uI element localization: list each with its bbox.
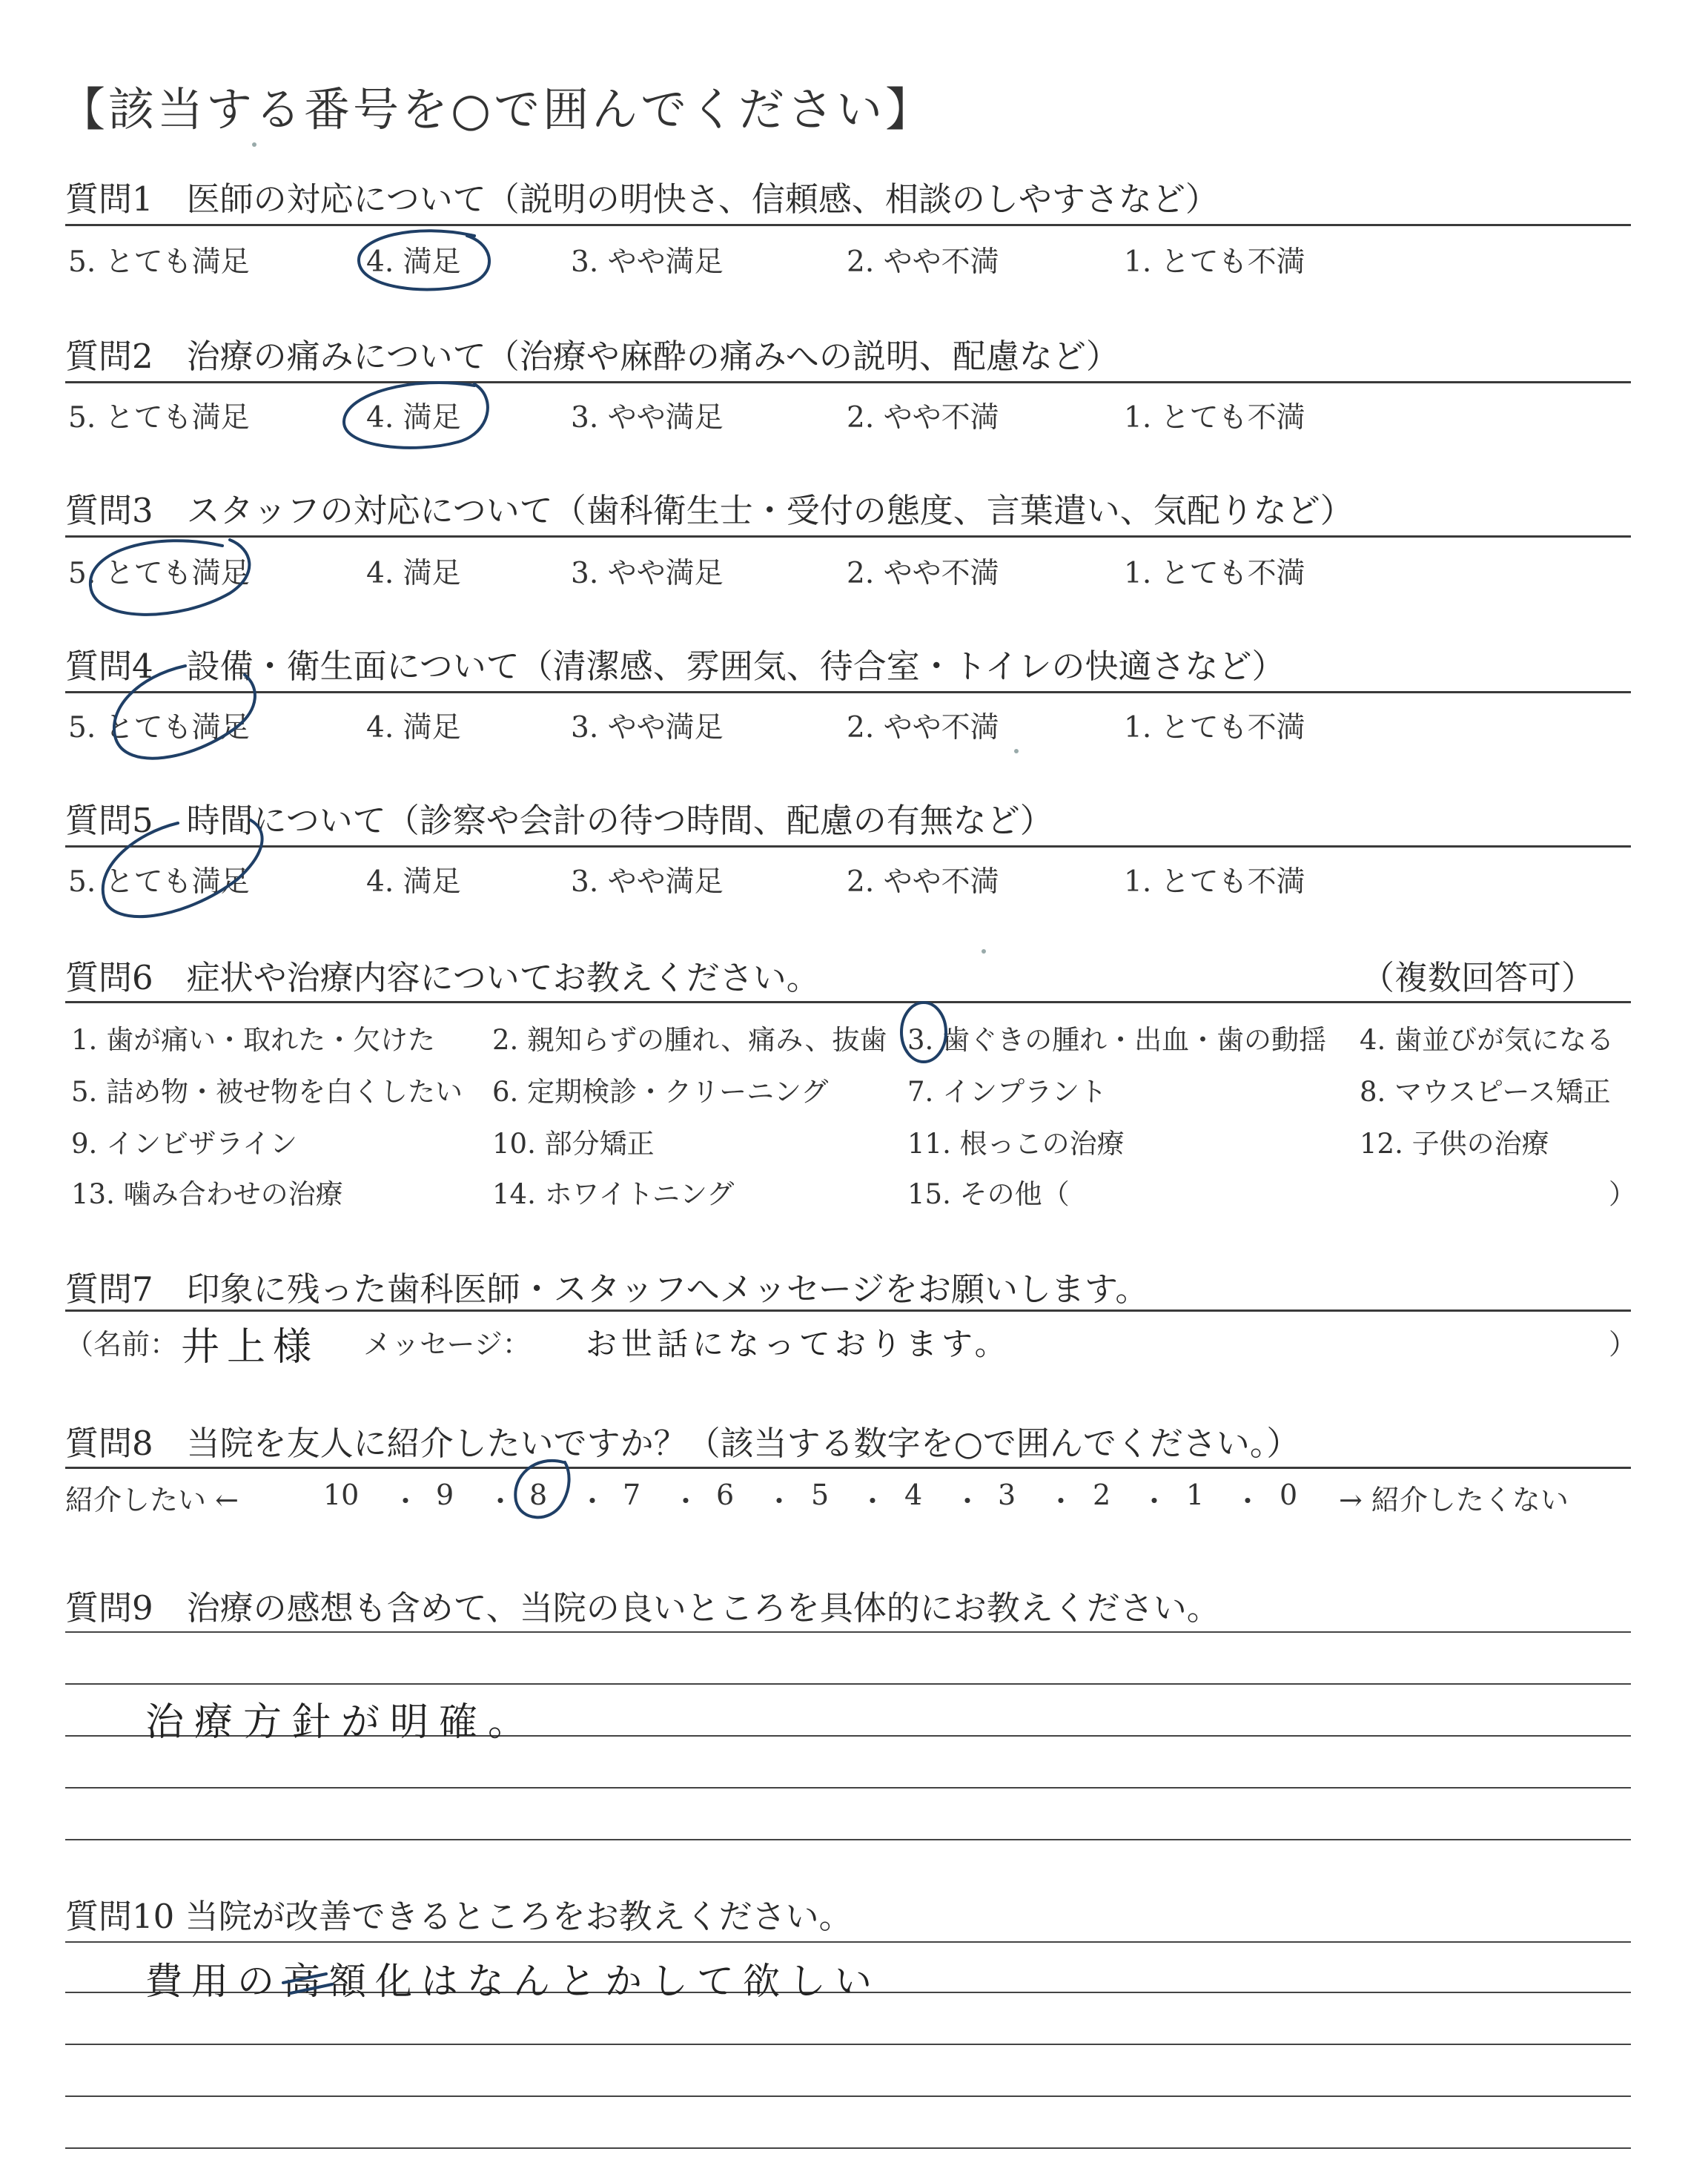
q4-option-4[interactable]: 4. 満足: [366, 711, 461, 744]
question-6-rule: [65, 1001, 1631, 1003]
q8-scale-8[interactable]: 8: [529, 1479, 548, 1511]
q10-answer-text[interactable]: 費用の高額化はなんとかして欲しい: [145, 1960, 881, 2003]
q9-answer-line: [65, 1787, 1631, 1789]
q8-scale-0[interactable]: 0: [1280, 1479, 1298, 1511]
question-5-heading: 質問5 時間について（診察や会計の待つ時間、配慮の有無など）: [65, 801, 1053, 840]
q6-item-4[interactable]: 4. 歯並びが気になる: [1360, 1024, 1615, 1056]
q6-item-7[interactable]: 7. インプラント: [907, 1076, 1108, 1108]
q6-item-5[interactable]: 5. 詰め物・被せ物を白くしたい: [71, 1076, 463, 1108]
q4-option-2[interactable]: 2. やや不満: [847, 711, 999, 744]
q5-option-5[interactable]: 5. とても満足: [68, 865, 250, 899]
q5-option-1[interactable]: 1. とても不満: [1124, 865, 1305, 899]
q7-message-label: メッセージ：: [363, 1328, 531, 1361]
q3-option-4[interactable]: 4. 満足: [366, 557, 461, 590]
q1-option-4[interactable]: 4. 満足: [366, 245, 461, 279]
q9-answer-line: [65, 1631, 1631, 1633]
q6-other-close: ）: [1609, 1178, 1636, 1210]
question-1-rule: [65, 224, 1631, 226]
q7-name-label: （名前：: [65, 1328, 179, 1361]
q6-item-13[interactable]: 13. 噛み合わせの治療: [71, 1178, 343, 1210]
q8-left-label: 紹介したい ←: [65, 1484, 239, 1516]
q4-option-5[interactable]: 5. とても満足: [68, 711, 250, 744]
q8-dot: ・: [486, 1485, 515, 1518]
q5-option-4[interactable]: 4. 満足: [366, 865, 461, 899]
q10-answer-line: [65, 2147, 1631, 2149]
q2-option-2[interactable]: 2. やや不満: [847, 401, 999, 435]
q7-message-value[interactable]: お世話になっております。: [586, 1326, 1010, 1362]
q10-answer-line: [65, 2095, 1631, 2097]
q8-dot: ・: [672, 1485, 701, 1518]
q2-option-5[interactable]: 5. とても満足: [68, 401, 250, 435]
q10-answer-line: [65, 2044, 1631, 2045]
question-7-rule: [65, 1309, 1631, 1312]
q8-dot: ・: [858, 1485, 887, 1518]
q5-option-2[interactable]: 2. やや不満: [847, 865, 999, 899]
page-title: 【該当する番号を○で囲んでください】: [59, 82, 935, 136]
question-8-heading: 質問8 当院を友人に紹介したいですか？（該当する数字を○で囲んでください。）: [65, 1424, 1300, 1463]
question-9-heading: 質問9 治療の感想も含めて、当院の良いところを具体的にお教えください。: [65, 1588, 1220, 1628]
q8-right-label: → 紹介したくない: [1339, 1484, 1569, 1516]
question-4-rule: [65, 691, 1631, 693]
q6-item-1[interactable]: 1. 歯が痛い・取れた・欠けた: [71, 1024, 436, 1056]
q6-item-9[interactable]: 9. インビザライン: [71, 1128, 297, 1160]
q8-dot: ・: [1140, 1485, 1169, 1518]
question-10-heading: 質問10 当院が改善できるところをお教えください。: [65, 1897, 853, 1936]
q8-scale-10[interactable]: 10: [323, 1479, 360, 1511]
q6-item-10[interactable]: 10. 部分矯正: [492, 1128, 655, 1160]
q3-option-3[interactable]: 3. やや満足: [571, 557, 724, 590]
question-1-heading: 質問1 医師の対応について（説明の明快さ、信頼感、相談のしやすさなど）: [65, 179, 1219, 219]
q10-answer-line: [65, 1941, 1631, 1943]
question-5-rule: [65, 845, 1631, 848]
q6-item-15[interactable]: 15. その他（: [907, 1178, 1070, 1210]
q2-option-1[interactable]: 1. とても不満: [1124, 401, 1305, 435]
q8-dot: ・: [1047, 1485, 1076, 1518]
q6-item-2[interactable]: 2. 親知らずの腫れ、痛み、抜歯: [492, 1024, 887, 1056]
q6-item-6[interactable]: 6. 定期検診・クリーニング: [492, 1076, 829, 1108]
question-3-heading: 質問3 スタッフの対応について（歯科衛生士・受付の態度、言葉遣い、気配りなど）: [65, 491, 1354, 530]
q1-option-1[interactable]: 1. とても不満: [1124, 245, 1305, 279]
q6-item-8[interactable]: 8. マウスピース矯正: [1360, 1076, 1611, 1108]
q9-answer-line: [65, 1839, 1631, 1840]
q8-scale-5[interactable]: 5: [811, 1479, 830, 1511]
q2-option-4[interactable]: 4. 満足: [366, 401, 461, 435]
scan-speck: [982, 949, 986, 954]
q8-dot: ・: [765, 1485, 794, 1518]
q8-scale-3[interactable]: 3: [998, 1479, 1016, 1511]
q2-option-3[interactable]: 3. やや満足: [571, 401, 724, 435]
q7-name-value[interactable]: 井上様: [181, 1325, 320, 1370]
scan-speck: [1014, 749, 1019, 753]
q1-option-2[interactable]: 2. やや不満: [847, 245, 999, 279]
question-8-rule: [65, 1467, 1631, 1469]
q9-answer-text[interactable]: 治療方針が明確。: [145, 1700, 537, 1745]
q5-option-3[interactable]: 3. やや満足: [571, 865, 724, 899]
q3-option-5[interactable]: 5. とても満足: [68, 557, 250, 590]
q6-item-3[interactable]: 3. 歯ぐきの腫れ・出血・歯の動揺: [907, 1024, 1327, 1056]
q8-scale-1[interactable]: 1: [1186, 1479, 1205, 1511]
q6-item-11[interactable]: 11. 根っこの治療: [907, 1128, 1125, 1160]
q8-scale-6[interactable]: 6: [716, 1479, 735, 1511]
question-7-heading: 質問7 印象に残った歯科医師・スタッフへメッセージをお願いします。: [65, 1269, 1149, 1309]
q1-option-3[interactable]: 3. やや満足: [571, 245, 724, 279]
question-3-rule: [65, 535, 1631, 538]
question-6-heading: 質問6 症状や治療内容についてお教えください。: [65, 958, 820, 997]
q8-dot: ・: [953, 1485, 982, 1518]
question-4-heading: 質問4 設備・衛生面について（清潔感、雰囲気、待合室・トイレの快適さなど）: [65, 647, 1285, 686]
q8-scale-7[interactable]: 7: [623, 1479, 641, 1511]
q4-option-1[interactable]: 1. とても不満: [1124, 711, 1305, 744]
q8-scale-2[interactable]: 2: [1093, 1479, 1111, 1511]
q6-item-14[interactable]: 14. ホワイトニング: [492, 1178, 735, 1210]
q8-scale-9[interactable]: 9: [436, 1479, 454, 1511]
question-2-heading: 質問2 治療の痛みについて（治療や麻酔の痛みへの説明、配慮など）: [65, 337, 1119, 376]
q3-option-1[interactable]: 1. とても不満: [1124, 557, 1305, 590]
q4-option-3[interactable]: 3. やや満足: [571, 711, 724, 744]
q8-scale-4[interactable]: 4: [904, 1479, 923, 1511]
scan-speck: [252, 142, 256, 147]
question-2-rule: [65, 381, 1631, 383]
q9-answer-line: [65, 1683, 1631, 1685]
q8-dot: ・: [391, 1485, 420, 1518]
q3-option-2[interactable]: 2. やや不満: [847, 557, 999, 590]
q8-dot: ・: [578, 1485, 607, 1518]
q7-close: ）: [1609, 1328, 1638, 1361]
q6-item-12[interactable]: 12. 子供の治療: [1360, 1128, 1549, 1160]
q8-dot: ・: [1234, 1485, 1262, 1518]
question-6-note: （複数回答可）: [1361, 958, 1595, 997]
q1-option-5[interactable]: 5. とても満足: [68, 245, 250, 279]
